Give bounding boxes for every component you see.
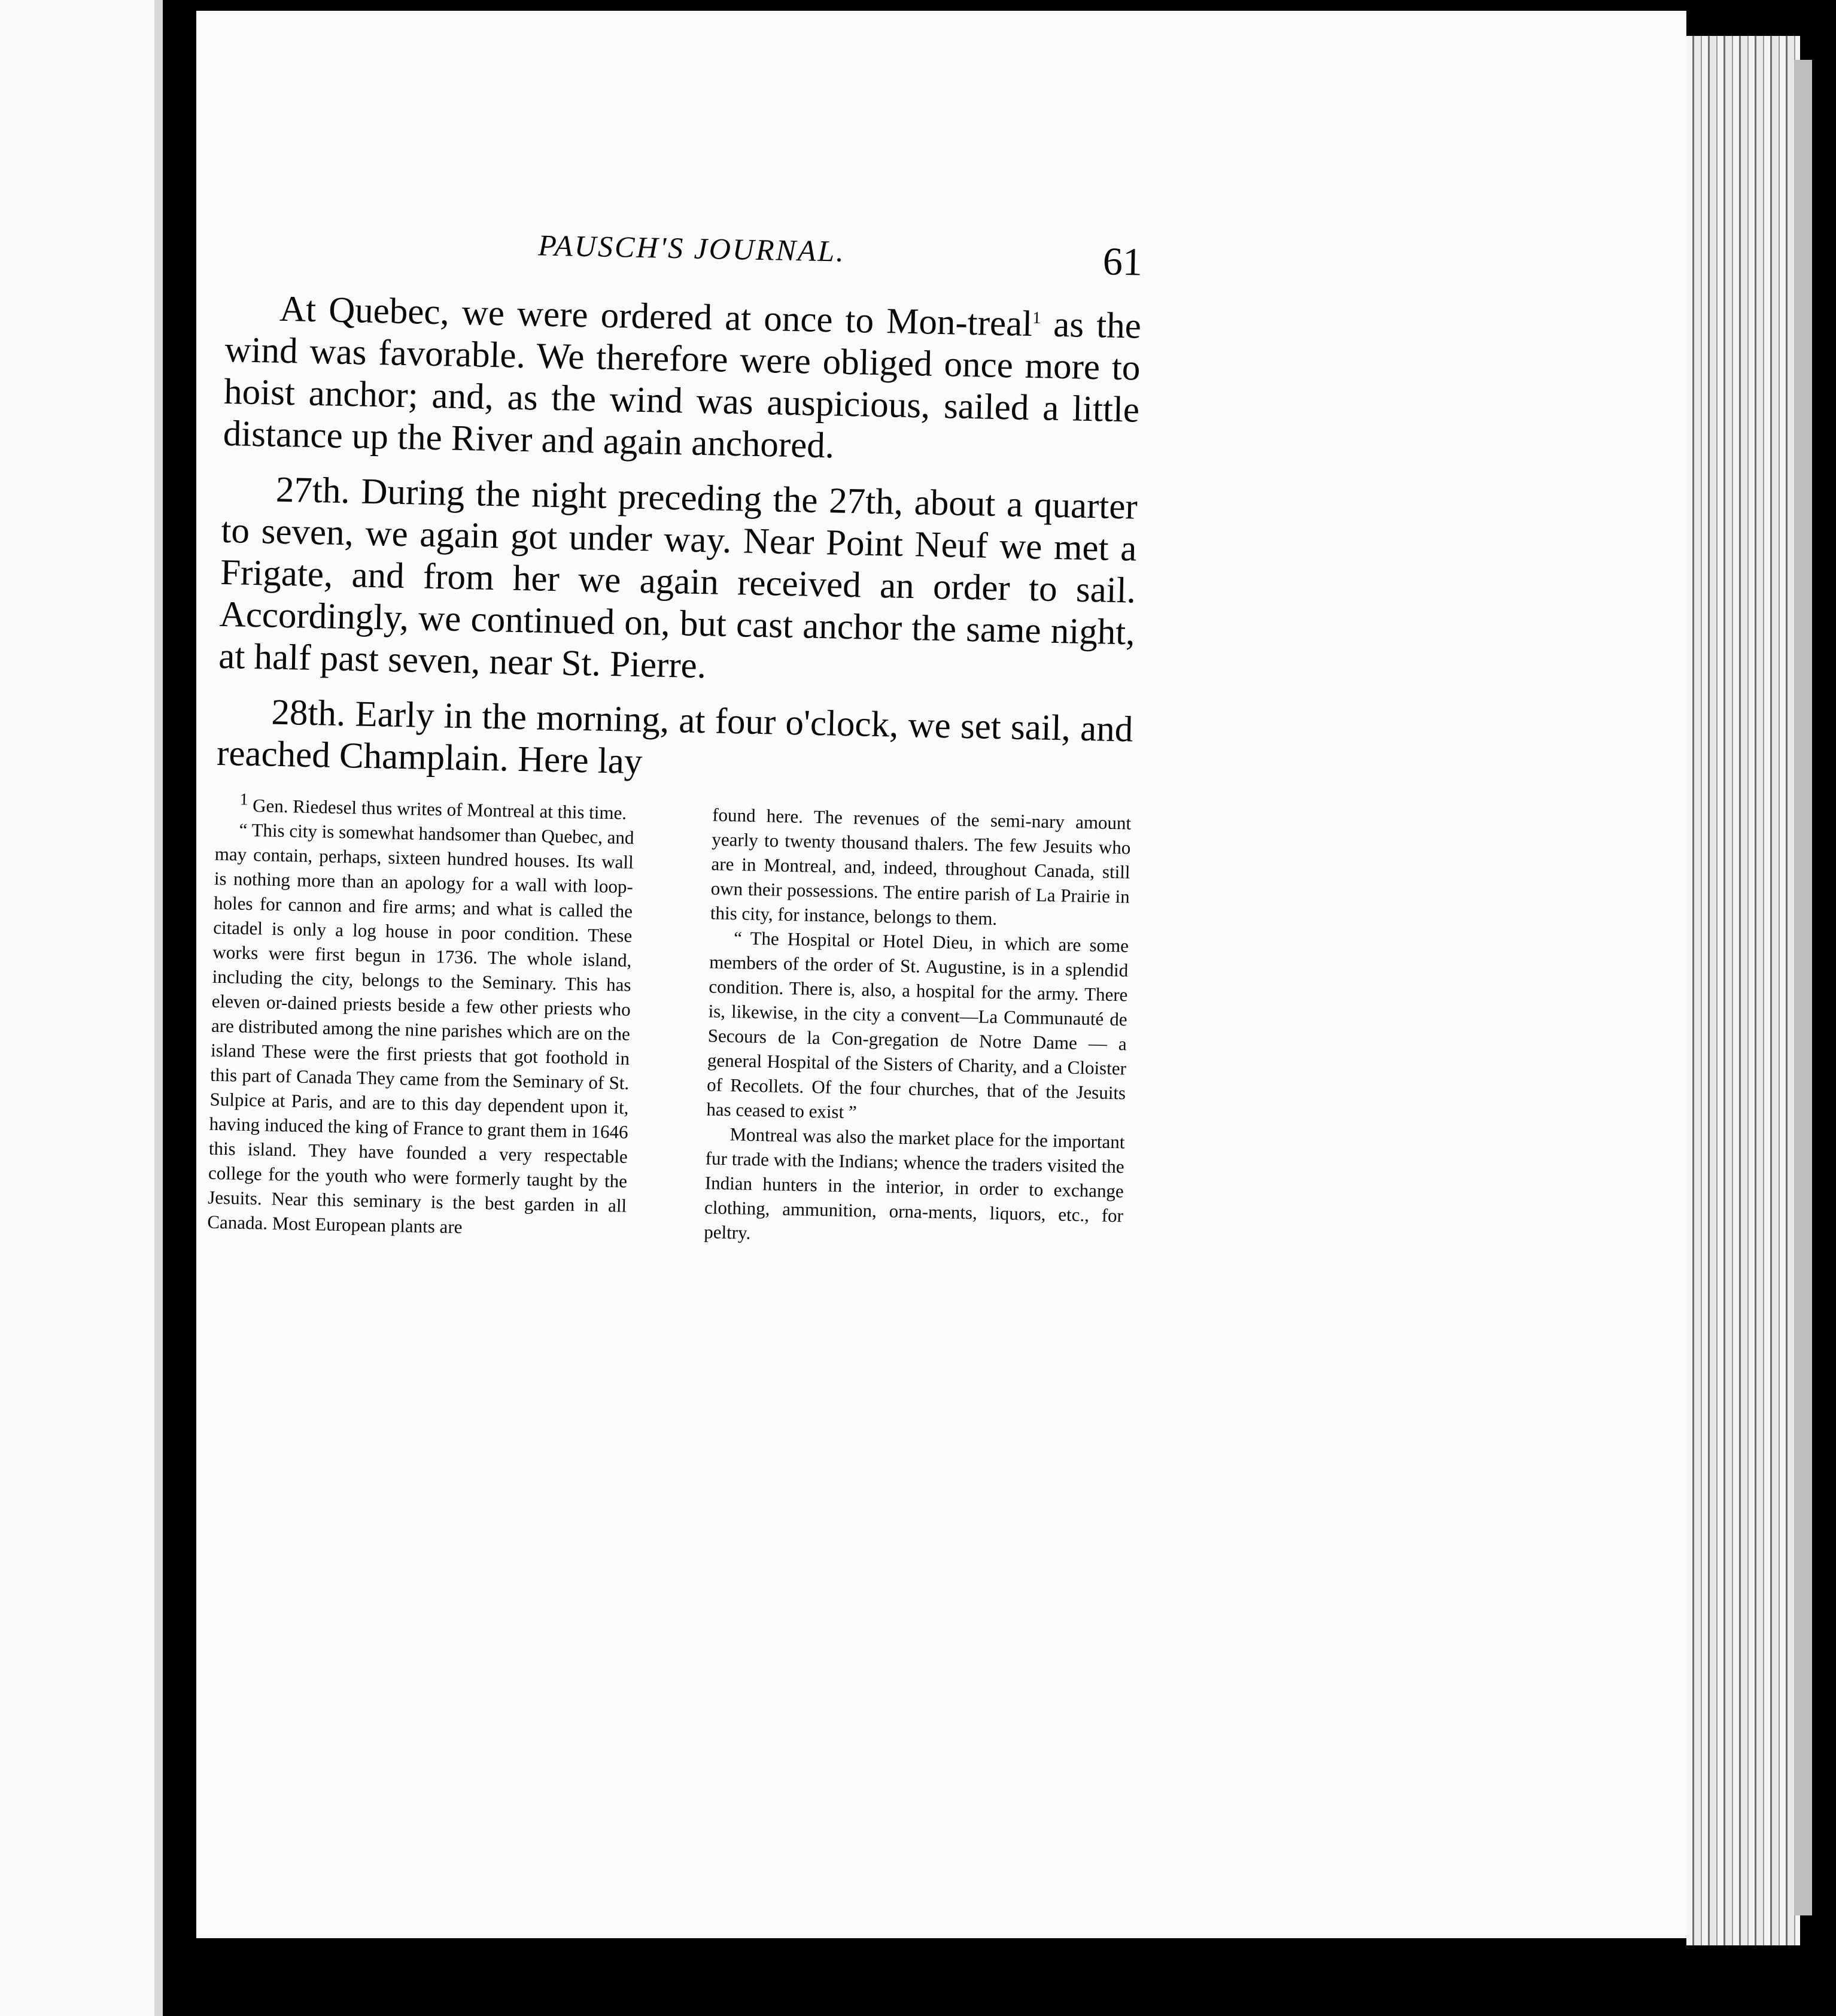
footnote-column-left	[207, 790, 635, 1243]
footnote-column-right	[704, 802, 1132, 1252]
main-text	[216, 287, 1141, 793]
paragraph-27th: 27th. During the night preceding the 27th, about a quarter to seven, we again got under way. Near Point Neuf we met a Frigate, and from her we again received an order to sail. Accordingly, we continued on, but cast anchor the same night, at half past seven, near St. Pierre.	[218, 469, 1138, 687]
footnote-paragraph: “ The Hospital or Hotel Dieu, in which are some members of the order of St. Augustine, is in a splendid condition. There is, also, a hospital for the army. There is, likewise, in the city a convent—La Communauté de Secours de la Con-gregation de Notre Dame — a general Hospital of the Sisters of Charity, and a Cloister of Recollets. Of the four churches, that of the Jesuits has ceased to exist ”	[706, 927, 1129, 1123]
footnotes	[207, 790, 1132, 1253]
running-title: PAUSCH'S JOURNAL.	[537, 228, 846, 268]
footnote-paragraph: “ This city is somewhat handsomer than Quebec, and may contain, perhaps, sixteen hundred houses. Its wall is nothing more than an apology for a wall with loop-holes for cannon and fire arms; and what is called the citadel is only a log house in poor condition. These works were first begun in 1736. The whole island, including the city, belongs to the Seminary. This has eleven or-dained priests beside a few other priests who are distributed among the nine parishes which are on the island These were the first priests that got foothold in this part of Canada They came from the Seminary of St. Sulpice at Paris, and are to this day dependent upon it, having induced the king of France to grant them in 1646 this island. They have founded a very respectable college for the youth who were formerly taught by the Jesuits. Near this seminary is the best garden in all Canada. Most European plants are	[207, 819, 634, 1238]
paragraph-quebec	[223, 287, 1141, 473]
footnote-reference: 1	[1032, 308, 1041, 327]
footnote-mark: 1	[239, 790, 248, 809]
page-content	[207, 221, 1143, 1252]
footnote-paragraph: Montreal was also the market place for the important fur trade with the Indians; whence the traders visited the Indian hunters in the interior, in order to exchange clothing, ammunition, orna-ments, liquors, etc., for peltry.	[703, 1124, 1125, 1243]
page-number: 61	[1102, 239, 1143, 284]
page-stack-edges	[1686, 36, 1800, 1945]
book-gutter	[163, 0, 196, 2016]
paragraph-text: as the wind was favorable. We therefore were obliged once more to hoist anchor; and, as the wind was auspicious, sailed a little distance up the River and again anchored.	[223, 304, 1142, 466]
previous-page-edge	[0, 0, 163, 2016]
footnote-continuation: found here. The revenues of the semi-nary amount yearly to twenty thousand thalers. The few Jesuits who are in Montreal, and, indeed, throughout Canada, still own their possessions. The entire parish of La Prairie in this city, for instance, belongs to them.	[710, 804, 1132, 930]
footnote-intro-text: Gen. Riedesel thus writes of Montreal at this time.	[248, 794, 627, 824]
paragraph-28th: 28th. Early in the morning, at four o'clock, we set sail, and reached Champlain. Here lay	[216, 692, 1133, 782]
paragraph-text: At Quebec, we were ordered at once to Mon-treal	[279, 289, 1033, 345]
